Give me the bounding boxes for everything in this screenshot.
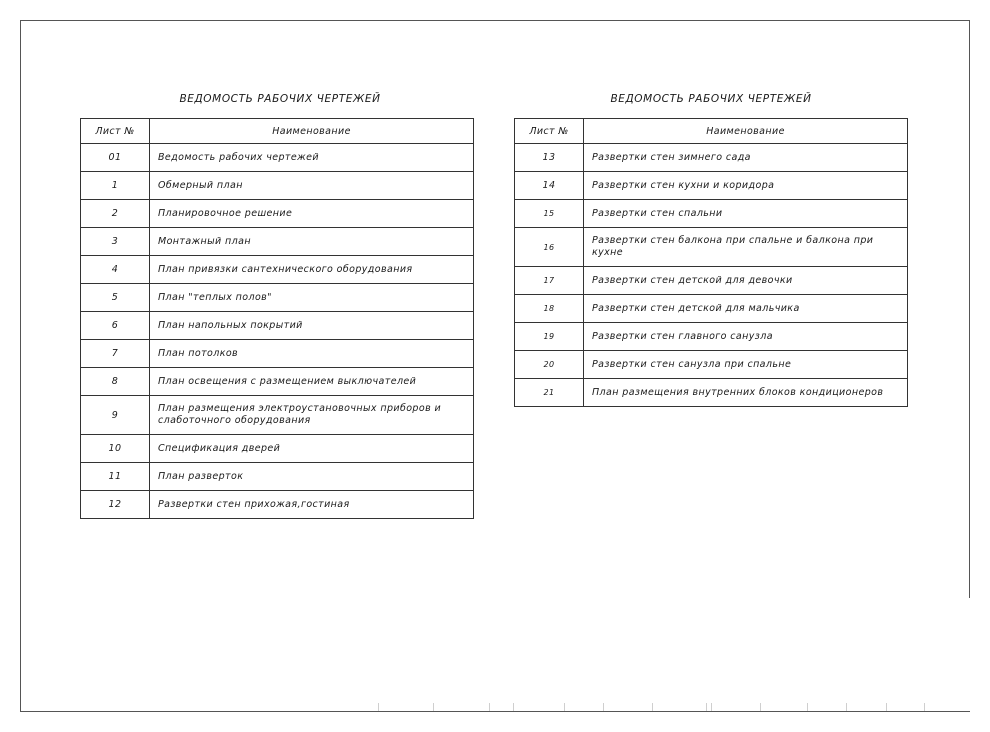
frame-tick — [807, 703, 808, 711]
table-row — [81, 284, 474, 312]
frame-tick — [433, 703, 434, 711]
table-row — [81, 368, 474, 396]
table-row — [81, 463, 474, 491]
sheet-number: 18 — [515, 295, 584, 323]
sheet-name: Обмерный план — [150, 172, 474, 200]
frame-tick — [652, 703, 653, 711]
header-name: Наименование — [150, 119, 474, 144]
sheet-name: План размещения электроустановочных приборов и слаботочного оборудования — [150, 396, 474, 435]
right-drawings-list — [514, 92, 908, 407]
sheet-name: Спецификация дверей — [150, 435, 474, 463]
sheet-name: Ведомость рабочих чертежей — [150, 144, 474, 172]
sheet-name: План разверток — [150, 463, 474, 491]
sheet-name: План напольных покрытий — [150, 312, 474, 340]
table-row — [515, 200, 908, 228]
frame-tick — [378, 703, 379, 711]
sheet-number: 8 — [81, 368, 150, 396]
table-row — [515, 295, 908, 323]
sheet-number: 9 — [81, 396, 150, 435]
sheet-number: 14 — [515, 172, 584, 200]
table-row — [515, 323, 908, 351]
sheet-number: 21 — [515, 379, 584, 407]
sheet-name: Планировочное решение — [150, 200, 474, 228]
frame-tick — [513, 703, 514, 711]
sheet-number: 16 — [515, 228, 584, 267]
frame-tick — [706, 703, 707, 711]
left-drawings-list — [80, 92, 474, 519]
sheet-number: 1 — [81, 172, 150, 200]
sheet-bottom-border — [20, 711, 970, 712]
sheet-number: 5 — [81, 284, 150, 312]
table-row — [81, 256, 474, 284]
sheet-number: 01 — [81, 144, 150, 172]
table-row — [81, 144, 474, 172]
sheet-name: План размещения внутренних блоков кондиционеров — [584, 379, 908, 407]
sheet-number: 4 — [81, 256, 150, 284]
table-row — [81, 435, 474, 463]
table-row — [81, 491, 474, 519]
frame-tick — [760, 703, 761, 711]
sheet-name: Развертки стен спальни — [584, 200, 908, 228]
frame-tick — [564, 703, 565, 711]
sheet-number: 10 — [81, 435, 150, 463]
sheet-name: План привязки сантехнического оборудования — [150, 256, 474, 284]
table-row — [81, 312, 474, 340]
sheet-number: 2 — [81, 200, 150, 228]
header-sheet-number: Лист № — [81, 119, 150, 144]
sheet-number: 12 — [81, 491, 150, 519]
sheet-number: 15 — [515, 200, 584, 228]
sheet-name: Развертки стен прихожая,гостиная — [150, 491, 474, 519]
left-drawings-table — [80, 118, 474, 519]
sheet-name: Развертки стен балкона при спальне и балкона при кухне — [584, 228, 908, 267]
sheet-number: 6 — [81, 312, 150, 340]
sheet-name: План освещения с размещением выключателей — [150, 368, 474, 396]
sheet-name: Развертки стен санузла при спальне — [584, 351, 908, 379]
sheet-name: Развертки стен главного санузла — [584, 323, 908, 351]
sheet-name: Развертки стен детской для девочки — [584, 267, 908, 295]
frame-tick — [846, 703, 847, 711]
frame-tick — [489, 703, 490, 711]
sheet-number: 7 — [81, 340, 150, 368]
frame-tick — [711, 703, 712, 711]
sheet-number: 20 — [515, 351, 584, 379]
table-row — [515, 267, 908, 295]
table-row — [515, 379, 908, 407]
sheet-number: 17 — [515, 267, 584, 295]
right-drawings-table — [514, 118, 908, 407]
sheet-name: Развертки стен детской для мальчика — [584, 295, 908, 323]
table-row — [515, 172, 908, 200]
table-row — [81, 228, 474, 256]
sheet-number: 11 — [81, 463, 150, 491]
table-row — [515, 144, 908, 172]
table-row — [81, 200, 474, 228]
sheet-number: 19 — [515, 323, 584, 351]
header-name: Наименование — [584, 119, 908, 144]
header-sheet-number: Лист № — [515, 119, 584, 144]
table-row — [81, 396, 474, 435]
table-row — [81, 172, 474, 200]
sheet-name: Развертки стен кухни и коридора — [584, 172, 908, 200]
sheet-name: Монтажный план — [150, 228, 474, 256]
sheet-number: 3 — [81, 228, 150, 256]
frame-tick — [603, 703, 604, 711]
frame-tick — [924, 703, 925, 711]
sheet-right-border — [969, 20, 970, 598]
sheet-name: План "теплых полов" — [150, 284, 474, 312]
table-row — [81, 340, 474, 368]
table-row — [515, 228, 908, 267]
frame-tick — [886, 703, 887, 711]
right-table-title: ВЕДОМОСТЬ РАБОЧИХ ЧЕРТЕЖЕЙ — [610, 93, 812, 105]
left-table-title: ВЕДОМОСТЬ РАБОЧИХ ЧЕРТЕЖЕЙ — [179, 93, 381, 105]
sheet-name: Развертки стен зимнего сада — [584, 144, 908, 172]
table-row — [515, 351, 908, 379]
sheet-number: 13 — [515, 144, 584, 172]
sheet-name: План потолков — [150, 340, 474, 368]
